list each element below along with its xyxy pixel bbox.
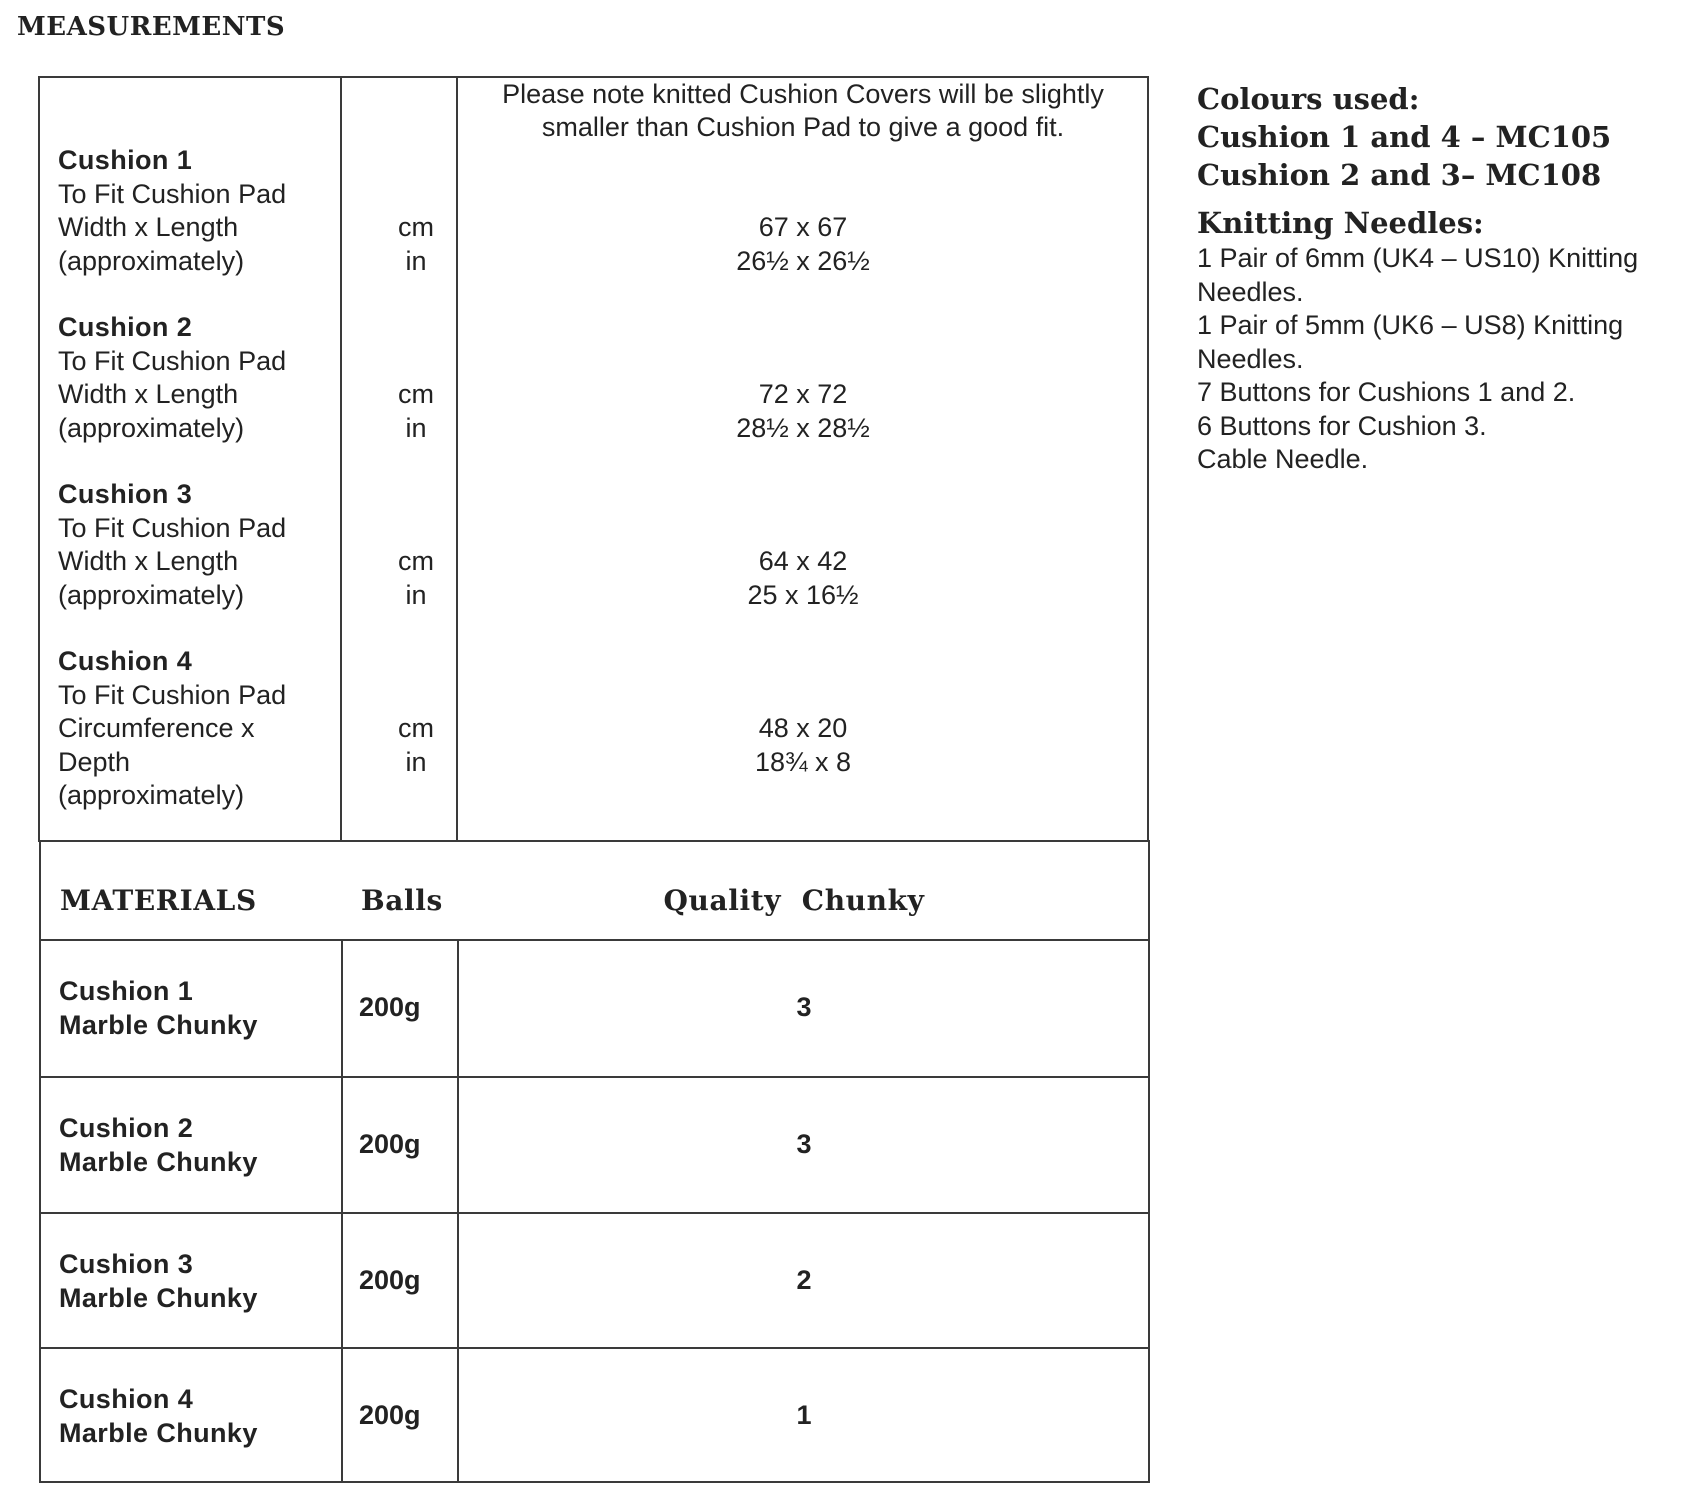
value-in: 28½ x 28½ xyxy=(736,412,870,443)
material-row xyxy=(41,941,1148,1076)
measurement-row xyxy=(40,311,1147,471)
description-line: (approximately) xyxy=(58,780,245,810)
description-line: To Fit Cushion Pad xyxy=(58,345,287,376)
unit-in: in xyxy=(405,245,427,276)
pattern-info xyxy=(1197,80,1697,477)
description-line: To Fit Cushion Pad xyxy=(58,512,287,543)
ball-count: 1 xyxy=(796,1400,812,1430)
quality-header: Quality Chunky xyxy=(663,884,925,917)
value-cm: 48 x 20 xyxy=(758,713,848,743)
ball-weight: 200g xyxy=(359,1265,421,1295)
ball-weight: 200g xyxy=(359,1129,421,1159)
measurement-values xyxy=(458,378,1148,445)
ball-count: 2 xyxy=(796,1265,812,1295)
material-row xyxy=(41,1078,1148,1213)
measurement-units xyxy=(376,378,456,445)
requirement-line: 1 Pair of 5mm (UK6 – US8) Knitting xyxy=(1197,310,1624,340)
value-in: 25 x 16½ xyxy=(747,579,859,610)
value-cm: 67 x 67 xyxy=(758,212,848,242)
fit-note: Please note knitted Cushion Covers will be slightly smaller than Cushion Pad to give a good fit. xyxy=(502,79,1104,142)
ball-weight: 200g xyxy=(359,992,421,1022)
material-row xyxy=(41,1349,1148,1484)
unit-cm: cm xyxy=(398,546,434,576)
unit-in: in xyxy=(405,579,427,610)
measurements-table xyxy=(38,76,1149,842)
measurement-values xyxy=(458,211,1148,278)
requirement-line: 6 Buttons for Cushion 3. xyxy=(1197,410,1487,441)
unit-cm: cm xyxy=(398,379,434,409)
cushion-name: Cushion 1 xyxy=(58,145,193,175)
needles-heading: Knitting Needles: xyxy=(1197,206,1484,240)
materials-header-label: MATERIALS xyxy=(60,884,257,917)
measurement-label xyxy=(58,311,286,445)
description-line: (approximately) xyxy=(58,412,245,443)
ball-count: 3 xyxy=(796,992,812,1022)
materials-table xyxy=(39,840,1150,1483)
cushion-name: Cushion 3 xyxy=(58,479,193,509)
material-name xyxy=(59,1112,258,1179)
measurement-units xyxy=(376,211,456,278)
measurement-row xyxy=(40,144,1147,304)
cushion-name: Cushion 4 xyxy=(58,646,193,676)
yarn-name: Marble Chunky xyxy=(59,1009,258,1040)
ball-weight: 200g xyxy=(359,1400,421,1430)
unit-in: in xyxy=(405,412,427,443)
material-row xyxy=(41,1214,1148,1349)
yarn-name: Marble Chunky xyxy=(59,1417,258,1448)
ball-count: 3 xyxy=(796,1129,812,1159)
requirement-line: Needles. xyxy=(1197,276,1304,307)
value-in: 18¾ x 8 xyxy=(754,746,852,777)
cushion-name: Cushion 3 xyxy=(59,1249,194,1279)
measurement-label xyxy=(58,144,286,278)
cushion-name: Cushion 4 xyxy=(59,1384,194,1414)
description-line: Width x Length xyxy=(58,546,239,576)
description-line: Depth xyxy=(58,746,131,777)
measurement-units xyxy=(376,712,456,779)
material-name xyxy=(59,975,258,1042)
requirement-line: 7 Buttons for Cushions 1 and 2. xyxy=(1197,377,1576,407)
description-line: Width x Length xyxy=(58,212,239,242)
value-cm: 72 x 72 xyxy=(758,379,848,409)
colour-line: Cushion 1 and 4 – MC105 xyxy=(1197,120,1612,154)
description-line: (approximately) xyxy=(58,245,245,276)
description-line: To Fit Cushion Pad xyxy=(58,679,287,710)
material-name xyxy=(59,1248,258,1315)
description-line: (approximately) xyxy=(58,579,245,610)
page-title: MEASUREMENTS xyxy=(17,12,286,42)
yarn-name: Marble Chunky xyxy=(59,1146,258,1177)
value-in: 26½ x 26½ xyxy=(736,245,870,276)
description-line: Width x Length xyxy=(58,379,239,409)
measurement-label xyxy=(58,478,286,612)
colours-heading: Colours used: xyxy=(1197,82,1420,116)
unit-in: in xyxy=(405,746,427,777)
requirement-line: Needles. xyxy=(1197,343,1304,374)
requirement-line: 1 Pair of 6mm (UK4 – US10) Knitting xyxy=(1197,243,1639,273)
value-cm: 64 x 42 xyxy=(758,546,848,576)
measurement-units xyxy=(376,545,456,612)
yarn-name: Marble Chunky xyxy=(59,1282,258,1313)
measurement-row xyxy=(40,645,1147,835)
balls-header: Balls xyxy=(361,884,443,917)
cushion-name: Cushion 2 xyxy=(58,312,193,342)
measurement-label xyxy=(58,645,286,813)
unit-cm: cm xyxy=(398,713,434,743)
description-line: To Fit Cushion Pad xyxy=(58,178,287,209)
cushion-name: Cushion 1 xyxy=(59,976,194,1006)
colour-line: Cushion 2 and 3– MC108 xyxy=(1197,158,1602,192)
material-name xyxy=(59,1383,258,1450)
requirement-line: Cable Needle. xyxy=(1197,444,1369,474)
measurement-values xyxy=(458,545,1148,612)
measurement-row xyxy=(40,478,1147,638)
cushion-name: Cushion 2 xyxy=(59,1113,194,1143)
description-line: Circumference x xyxy=(58,713,255,743)
unit-cm: cm xyxy=(398,212,434,242)
measurement-values xyxy=(458,712,1148,779)
